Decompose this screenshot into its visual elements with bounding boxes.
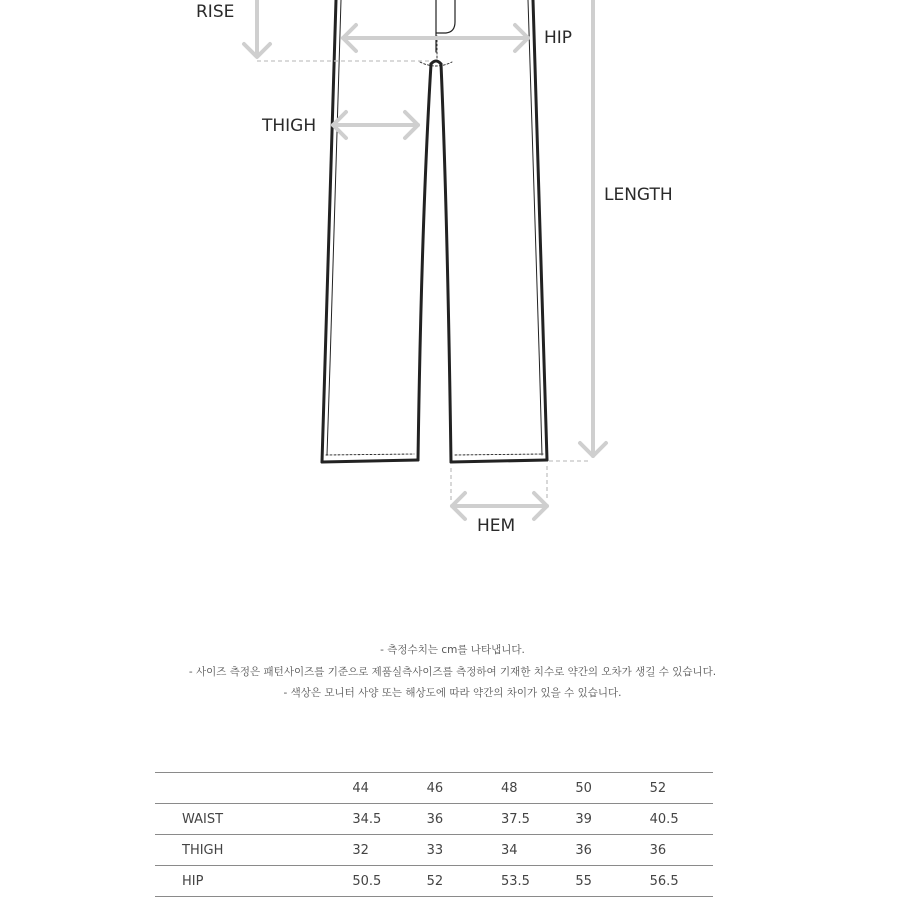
- table-cell: 37.5: [490, 804, 564, 835]
- row-label: HIP: [155, 866, 341, 897]
- table-row: [155, 866, 713, 897]
- size-header-row: [155, 773, 713, 804]
- table-cell: 36: [639, 835, 713, 866]
- hip-label: HIP: [544, 28, 573, 48]
- table-cell: 34.5: [341, 804, 415, 835]
- table-cell: 53.5: [490, 866, 564, 897]
- table-cell: 39: [564, 804, 638, 835]
- size-table: [155, 772, 713, 897]
- size-notes: [0, 640, 905, 705]
- table-cell: 56.5: [639, 866, 713, 897]
- measure-arrows: [244, 0, 606, 519]
- note-line: - 측정수치는 cm를 나타냅니다.: [380, 644, 525, 656]
- pants-outline: [322, 0, 547, 462]
- table-row: [155, 835, 713, 866]
- row-label: THIGH: [155, 835, 341, 866]
- size-header-cell: 50: [564, 773, 638, 804]
- note-line: - 색상은 모니터 사양 또는 해상도에 따라 약간의 차이가 있을 수 있습니다.: [283, 687, 622, 699]
- table-cell: 40.5: [639, 804, 713, 835]
- size-header-cell: 48: [490, 773, 564, 804]
- table-cell: 50.5: [341, 866, 415, 897]
- table-cell: 36: [416, 804, 490, 835]
- table-cell: 33: [416, 835, 490, 866]
- table-cell: 52: [416, 866, 490, 897]
- note-line: - 사이즈 측정은 패턴사이즈를 기준으로 제품실측사이즈를 측정하여 기재한 치수로 약간의 오차가 생길 수 있습니다.: [188, 665, 717, 678]
- size-header-cell: 52: [639, 773, 713, 804]
- table-cell: 34: [490, 835, 564, 866]
- table-cell: 36: [564, 835, 638, 866]
- hem-label: HEM: [477, 516, 516, 536]
- table-cell: 55: [564, 866, 638, 897]
- row-label: WAIST: [155, 804, 341, 835]
- thigh-label: THIGH: [262, 116, 317, 136]
- size-header-cell: 44: [341, 773, 415, 804]
- header-empty-cell: [155, 773, 341, 804]
- table-cell: 32: [341, 835, 415, 866]
- table-row: [155, 804, 713, 835]
- size-header-cell: 46: [416, 773, 490, 804]
- length-label: LENGTH: [604, 185, 673, 205]
- rise-label: RISE: [196, 2, 235, 22]
